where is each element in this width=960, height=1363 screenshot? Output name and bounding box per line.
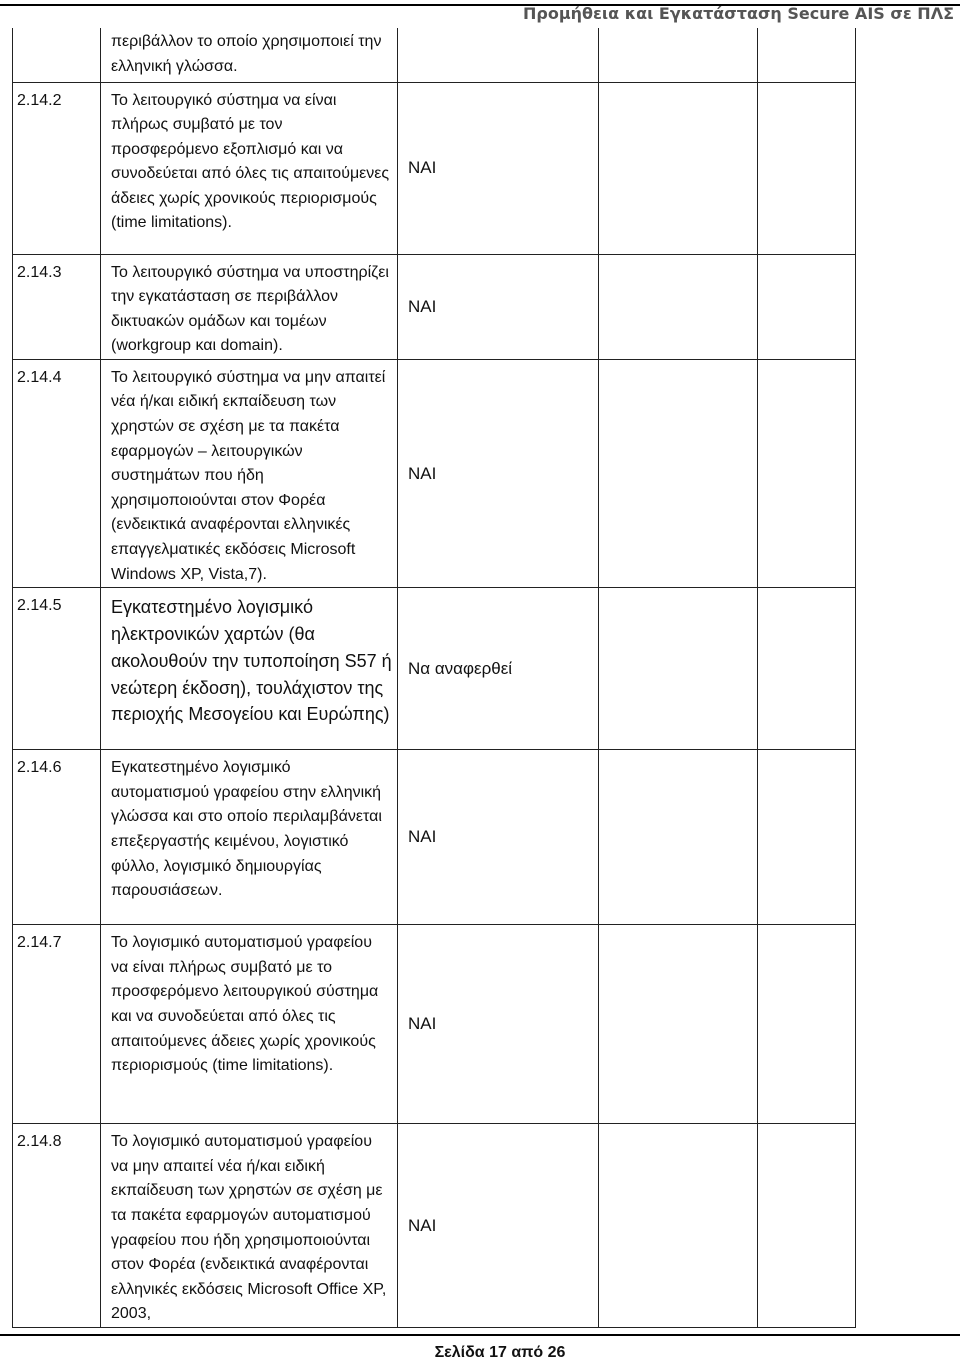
reply-cell	[599, 750, 758, 925]
reply-cell	[599, 82, 758, 254]
reference-cell	[758, 588, 856, 750]
footer-rule	[0, 1334, 960, 1336]
table-row	[13, 925, 856, 1124]
requirement-number: 2.14.6	[13, 750, 101, 925]
table-row	[13, 82, 856, 254]
table-row	[13, 750, 856, 925]
reference-cell	[758, 82, 856, 254]
reference-cell	[758, 359, 856, 587]
reply-cell	[599, 588, 758, 750]
compliance-answer: ΝΑΙ	[398, 750, 599, 925]
requirement-description: Το λειτουργικό σύστημα να υποστηρίζει την εγκατάσταση σε περιβάλλον δικτυακών ομάδων και τομέων (workgroup και domain).	[101, 254, 398, 359]
requirement-description: περιβάλλον το οποίο χρησιμοποιεί την ελληνική γλώσσα.	[101, 28, 398, 82]
header-title: Προμήθεια και Εγκατάσταση Secure AIS σε ΠΛΣ	[523, 4, 954, 23]
requirement-description: Το λογισμικό αυτοματισμού γραφείου να μην απαιτεί νέα ή/και ειδική εκπαίδευση των χρηστών σε σχέση με τα πακέτα εφαρμογών αυτοματισμού γραφείου που ήδη χρησιμοποιούνται στον Φορέα (ενδεικτικά αναφέρονται ελληνικές εκδόσεις Microsoft Office XP, 2003,	[101, 1124, 398, 1328]
reference-cell	[758, 925, 856, 1124]
reply-cell	[599, 925, 758, 1124]
reference-cell	[758, 750, 856, 925]
table-row	[13, 588, 856, 750]
table-row	[13, 254, 856, 359]
reference-cell	[758, 254, 856, 359]
reply-cell	[599, 28, 758, 82]
table-row	[13, 359, 856, 587]
requirement-description: Το λειτουργικό σύστημα να μην απαιτεί νέα ή/και ειδική εκπαίδευση των χρηστών σε σχέση με τα πακέτα εφαρμογών – λειτουργικών συστημάτων που ήδη χρησιμοποιούνται στον Φορέα (ενδεικτικά αναφέρονται ελληνικές επαγγελματικές εκδόσεις Microsoft Windows XP, Vista,7).	[101, 359, 398, 587]
reply-cell	[599, 1124, 758, 1328]
requirement-number: 2.14.5	[13, 588, 101, 750]
requirement-description: Το λειτουργικό σύστημα να είναι πλήρως συμβατό με τον προσφερόμενο εξοπλισμό και να συνοδεύεται από όλες τις απαιτούμενες άδειες χωρίς χρονικούς περιορισμούς (time limitations).	[101, 82, 398, 254]
compliance-answer: ΝΑΙ	[398, 82, 599, 254]
reply-cell	[599, 359, 758, 587]
compliance-answer: Να αναφερθεί	[398, 588, 599, 750]
requirement-description: Εγκατεστημένο λογισμικό αυτοματισμού γραφείου στην ελληνική γλώσσα και στο οποίο περιλαμβάνεται επεξεργαστής κειμένου, λογιστικό φύλλο, λογισμικό δημιουργίας παρουσιάσεων.	[101, 750, 398, 925]
table-row	[13, 28, 856, 82]
reference-cell	[758, 1124, 856, 1328]
requirement-number: 2.14.7	[13, 925, 101, 1124]
compliance-answer: ΝΑΙ	[398, 254, 599, 359]
reply-cell	[599, 254, 758, 359]
table-row	[13, 1124, 856, 1328]
page-number: Σελίδα 17 από 26	[434, 1344, 566, 1361]
requirement-number: 2.14.2	[13, 82, 101, 254]
requirement-number: 2.14.3	[13, 254, 101, 359]
compliance-answer: ΝΑΙ	[398, 359, 599, 587]
requirements-table	[12, 28, 856, 1328]
compliance-answer: ΝΑΙ	[398, 925, 599, 1124]
reference-cell	[758, 28, 856, 82]
compliance-answer	[398, 28, 599, 82]
requirement-number	[13, 28, 101, 82]
requirement-number: 2.14.8	[13, 1124, 101, 1328]
requirement-description: Το λογισμικό αυτοματισμού γραφείου να είναι πλήρως συμβατό με το προσφερόμενο λειτουργικού σύστημα και να συνοδεύεται από όλες τις απαιτούμενες άδειες χωρίς χρονικούς περιορισμούς (time limitations).	[101, 925, 398, 1124]
requirement-number: 2.14.4	[13, 359, 101, 587]
requirement-description: Εγκατεστημένο λογισμικό ηλεκτρονικών χαρτών (θα ακολουθούν την τυποποίηση S57 ή νεώτερη έκδοση), τουλάχιστον της περιοχής Μεσογείου και Ευρώπης)	[101, 588, 398, 750]
compliance-answer: ΝΑΙ	[398, 1124, 599, 1328]
